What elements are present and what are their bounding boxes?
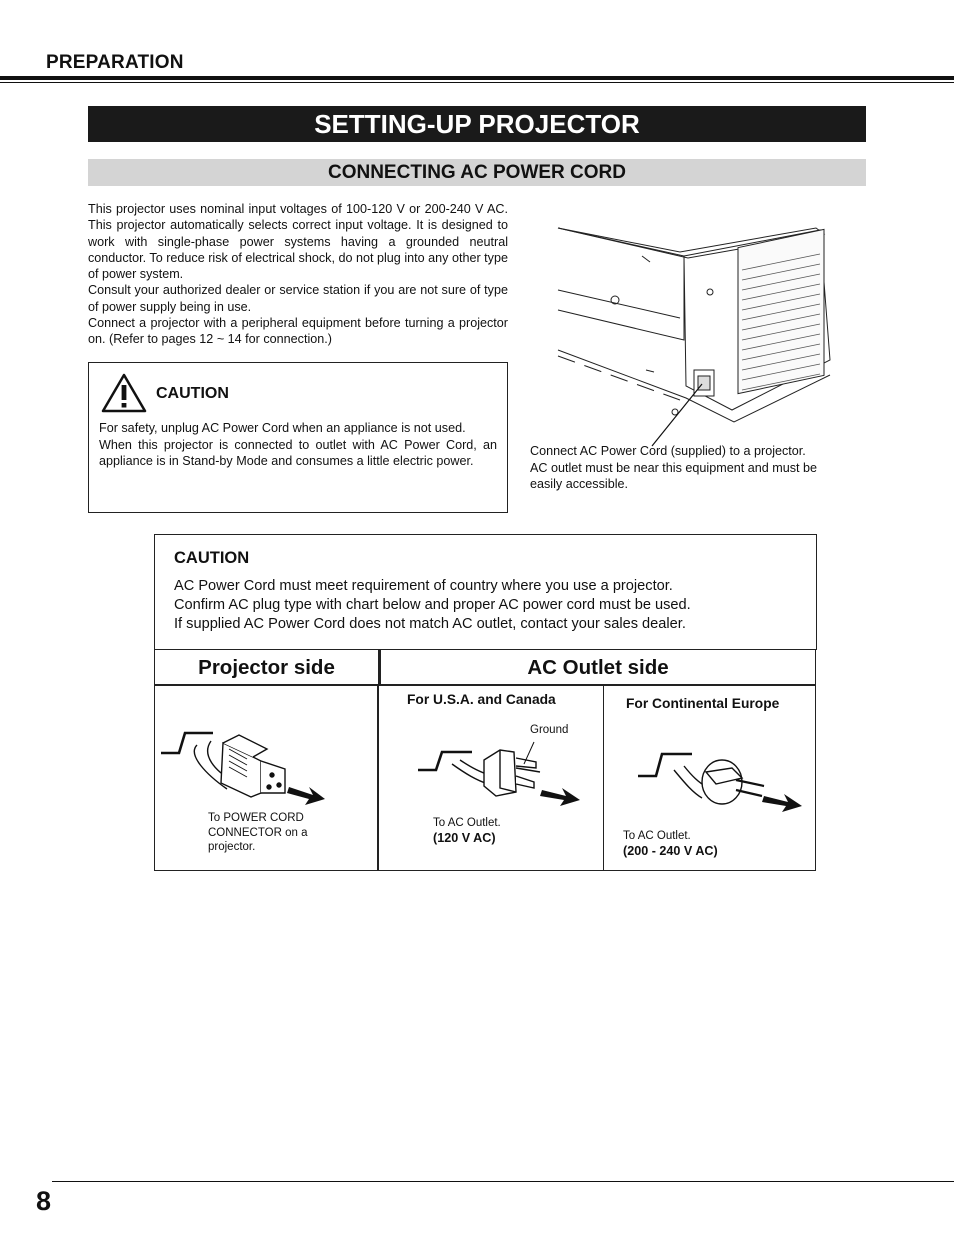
page-title: SETTING-UP PROJECTOR [88,106,866,142]
intro-paragraph: Connect a projector with a peripheral equipment before turning a projector on. (Refer to pages 12 ~ 14 for connection.) [88,316,508,347]
projector-connector-illustration [157,725,327,807]
europe-heading: For Continental Europe [626,696,780,711]
arrow-icon [762,794,802,812]
projector-caption [530,443,846,493]
caution-title: CAUTION [156,385,229,402]
table-divider [377,686,379,871]
page-subtitle: CONNECTING AC POWER CORD [88,159,866,186]
table-header-projector-side: Projector side [154,649,379,686]
europe-caption [623,829,718,858]
warning-triangle-icon [101,373,147,413]
intro-paragraph: This projector uses nominal input voltages of 100-120 V or 200-240 V AC. This projector automatically selects correct input voltage. It is designed to work with single-phase power systems having a grounded neutral conductor. To reduce risk of electrical shock, do not plug into any other type of power system. [88,202,508,282]
caution-lines [174,577,691,634]
table-header-ac-outlet-side: AC Outlet side [379,649,816,686]
intro-paragraph: Consult your authorized dealer or service station if you are not sure of type of power supply being in use. [88,283,508,314]
page-number: 8 [36,1186,52,1216]
ground-label: Ground [530,724,569,736]
usa-voltage-text: (120 V AC) [433,830,496,845]
projector-side-text: To POWER CORD CONNECTOR on a projector. [208,812,308,853]
usa-heading: For U.S.A. and Canada [407,692,556,707]
europe-outlet-text: To AC Outlet. [623,830,691,842]
caution-title: CAUTION [174,549,250,567]
arrow-icon [540,788,580,806]
caution-paragraph: For safety, unplug AC Power Cord when an appliance is not used. [99,421,466,435]
caution-box [88,362,508,513]
usa-outlet-text: To AC Outlet. [433,817,501,829]
projector-caption-line: AC outlet must be near this equipment and must be easily accessible. [530,460,818,491]
table-divider [603,686,604,871]
projector-illustration [520,200,866,450]
header-rule [0,76,954,80]
caution-text [99,420,497,470]
header-rule-thin [0,82,954,83]
caution-line: Confirm AC plug type with chart below and proper AC power cord must be used. [174,597,691,613]
section-heading: PREPARATION [46,52,184,73]
projector-caption-line: Connect AC Power Cord (supplied) to a projector. [530,444,806,458]
arrow-icon [287,787,325,805]
us-plug-illustration [416,736,588,808]
eu-plug-illustration [636,742,808,822]
intro-text [88,201,508,348]
europe-voltage-text: (200 - 240 V AC) [623,843,718,858]
usa-caption [433,816,501,845]
caution-paragraph: When this projector is connected to outlet with AC Power Cord, an appliance is in Stand-by Mode and consumes a little electric power. [99,437,497,468]
caution-line: AC Power Cord must meet requirement of country where you use a projector. [174,578,673,594]
power-cord-caution-box [154,534,817,650]
footer-rule [52,1181,954,1182]
caution-line: If supplied AC Power Cord does not match AC outlet, contact your sales dealer. [174,616,686,632]
projector-side-caption [208,811,326,855]
